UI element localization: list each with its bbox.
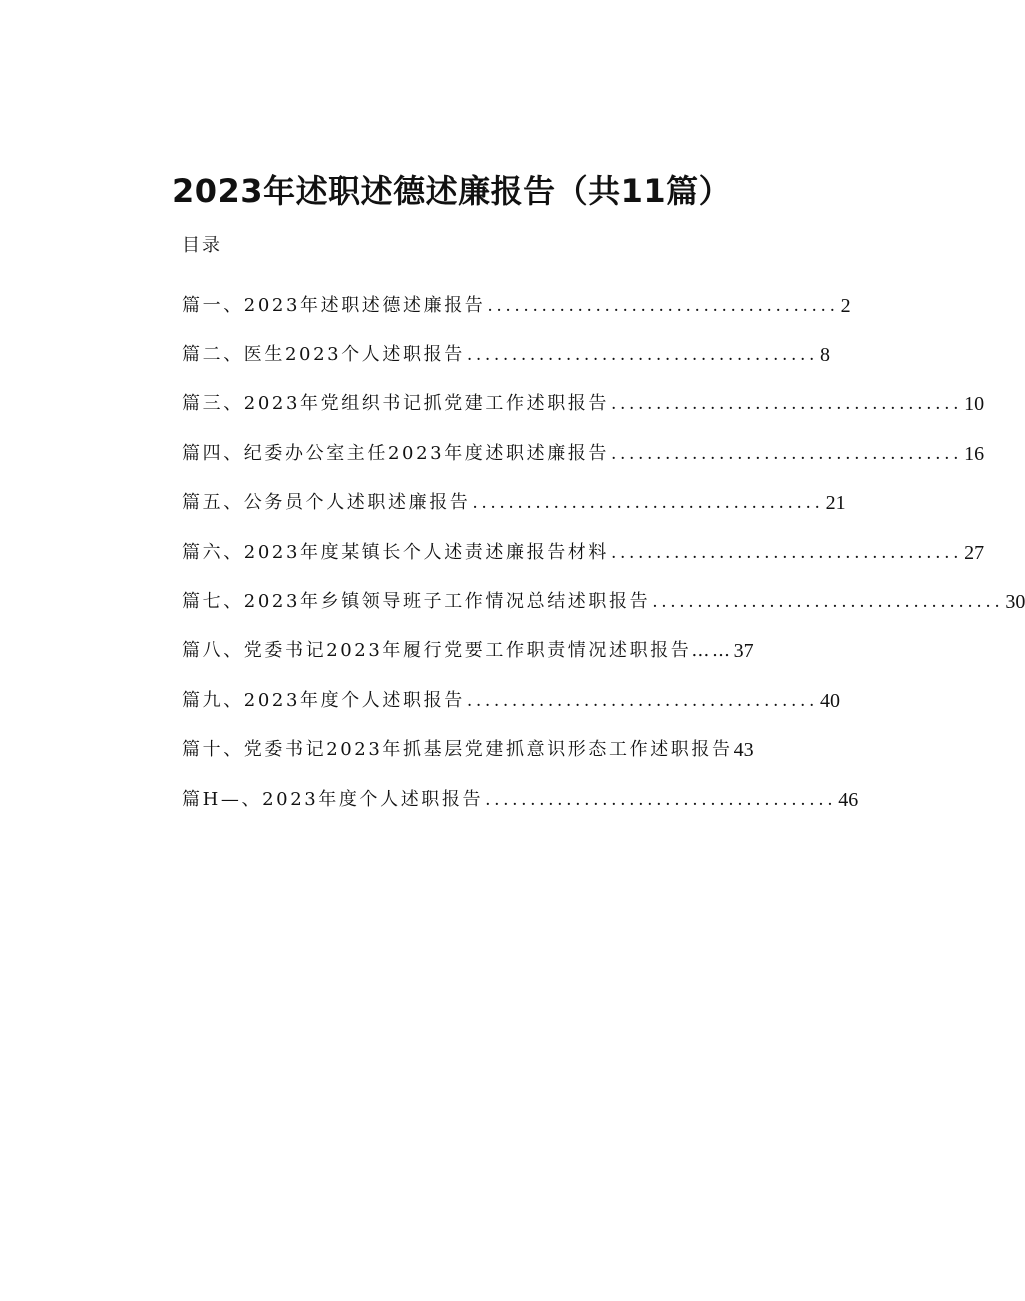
toc-entry-label: 篇H—、2023年度个人述职报告 [182, 788, 484, 810]
toc-entry-9[interactable] [182, 676, 840, 725]
toc-page-number: 40 [819, 689, 840, 712]
toc-entry-6[interactable] [182, 528, 985, 577]
toc-entry-8[interactable] [182, 627, 777, 676]
toc-entry-3[interactable] [182, 380, 985, 429]
toc-entry-label: 篇一、2023年述职述德述廉报告 [182, 294, 486, 316]
table-of-contents [182, 281, 1025, 824]
toc-dot-leader: ....................................... [487, 295, 839, 316]
toc-dot-leader: ....................................... [611, 394, 963, 415]
toc-dot-leader: ....................................... [652, 592, 1004, 613]
toc-heading: 目录 [182, 235, 222, 256]
toc-dot-leader: ....................................... [485, 789, 837, 810]
toc-page-number: 37 [733, 640, 754, 663]
toc-page-number: 46 [838, 788, 859, 811]
toc-dot-leader: ....................................... [466, 690, 818, 711]
toc-entry-label: 篇六、2023年度某镇长个人述责述廉报告材料 [182, 541, 610, 563]
toc-entry-7[interactable] [182, 577, 1025, 626]
toc-page-number: 10 [964, 393, 985, 416]
toc-entry-4[interactable] [182, 429, 985, 478]
toc-entry-label: 篇二、医生2023个人述职报告 [182, 344, 465, 366]
toc-entry-11[interactable] [182, 775, 859, 824]
toc-entry-label: 篇八、党委书记2023年履行党要工作职责情况述职报告…… [182, 640, 733, 662]
toc-page-number: 43 [733, 739, 754, 762]
toc-dot-leader: ....................................... [472, 493, 824, 514]
toc-page-number: 2 [840, 294, 851, 317]
toc-entry-label: 篇四、纪委办公室主任2023年度述职述廉报告 [182, 442, 610, 464]
toc-entry-label: 篇三、2023年党组织书记抓党建工作述职报告 [182, 393, 610, 415]
toc-page-number: 27 [964, 541, 985, 564]
toc-entry-label: 篇七、2023年乡镇领导班子工作情况总结述职报告 [182, 591, 651, 613]
toc-entry-label: 篇五、公务员个人述职述廉报告 [182, 492, 471, 514]
toc-entry-2[interactable] [182, 330, 830, 379]
toc-page-number: 8 [819, 344, 830, 367]
toc-dot-leader: ....................................... [611, 443, 963, 464]
document-title: 2023年述职述德述廉报告（共11篇） [172, 172, 732, 211]
toc-page-number: 16 [964, 442, 985, 465]
toc-dot-leader: ....................................... [611, 542, 963, 563]
toc-entry-label: 篇十、党委书记2023年抓基层党建抓意识形态工作述职报告 [182, 739, 733, 761]
toc-entry-10[interactable] [182, 726, 777, 775]
toc-page-number: 21 [825, 492, 846, 515]
toc-page-number: 30 [1005, 591, 1025, 614]
toc-entry-1[interactable] [182, 281, 851, 330]
toc-dot-leader: ....................................... [466, 345, 818, 366]
toc-entry-5[interactable] [182, 479, 846, 528]
toc-entry-label: 篇九、2023年度个人述职报告 [182, 689, 465, 711]
